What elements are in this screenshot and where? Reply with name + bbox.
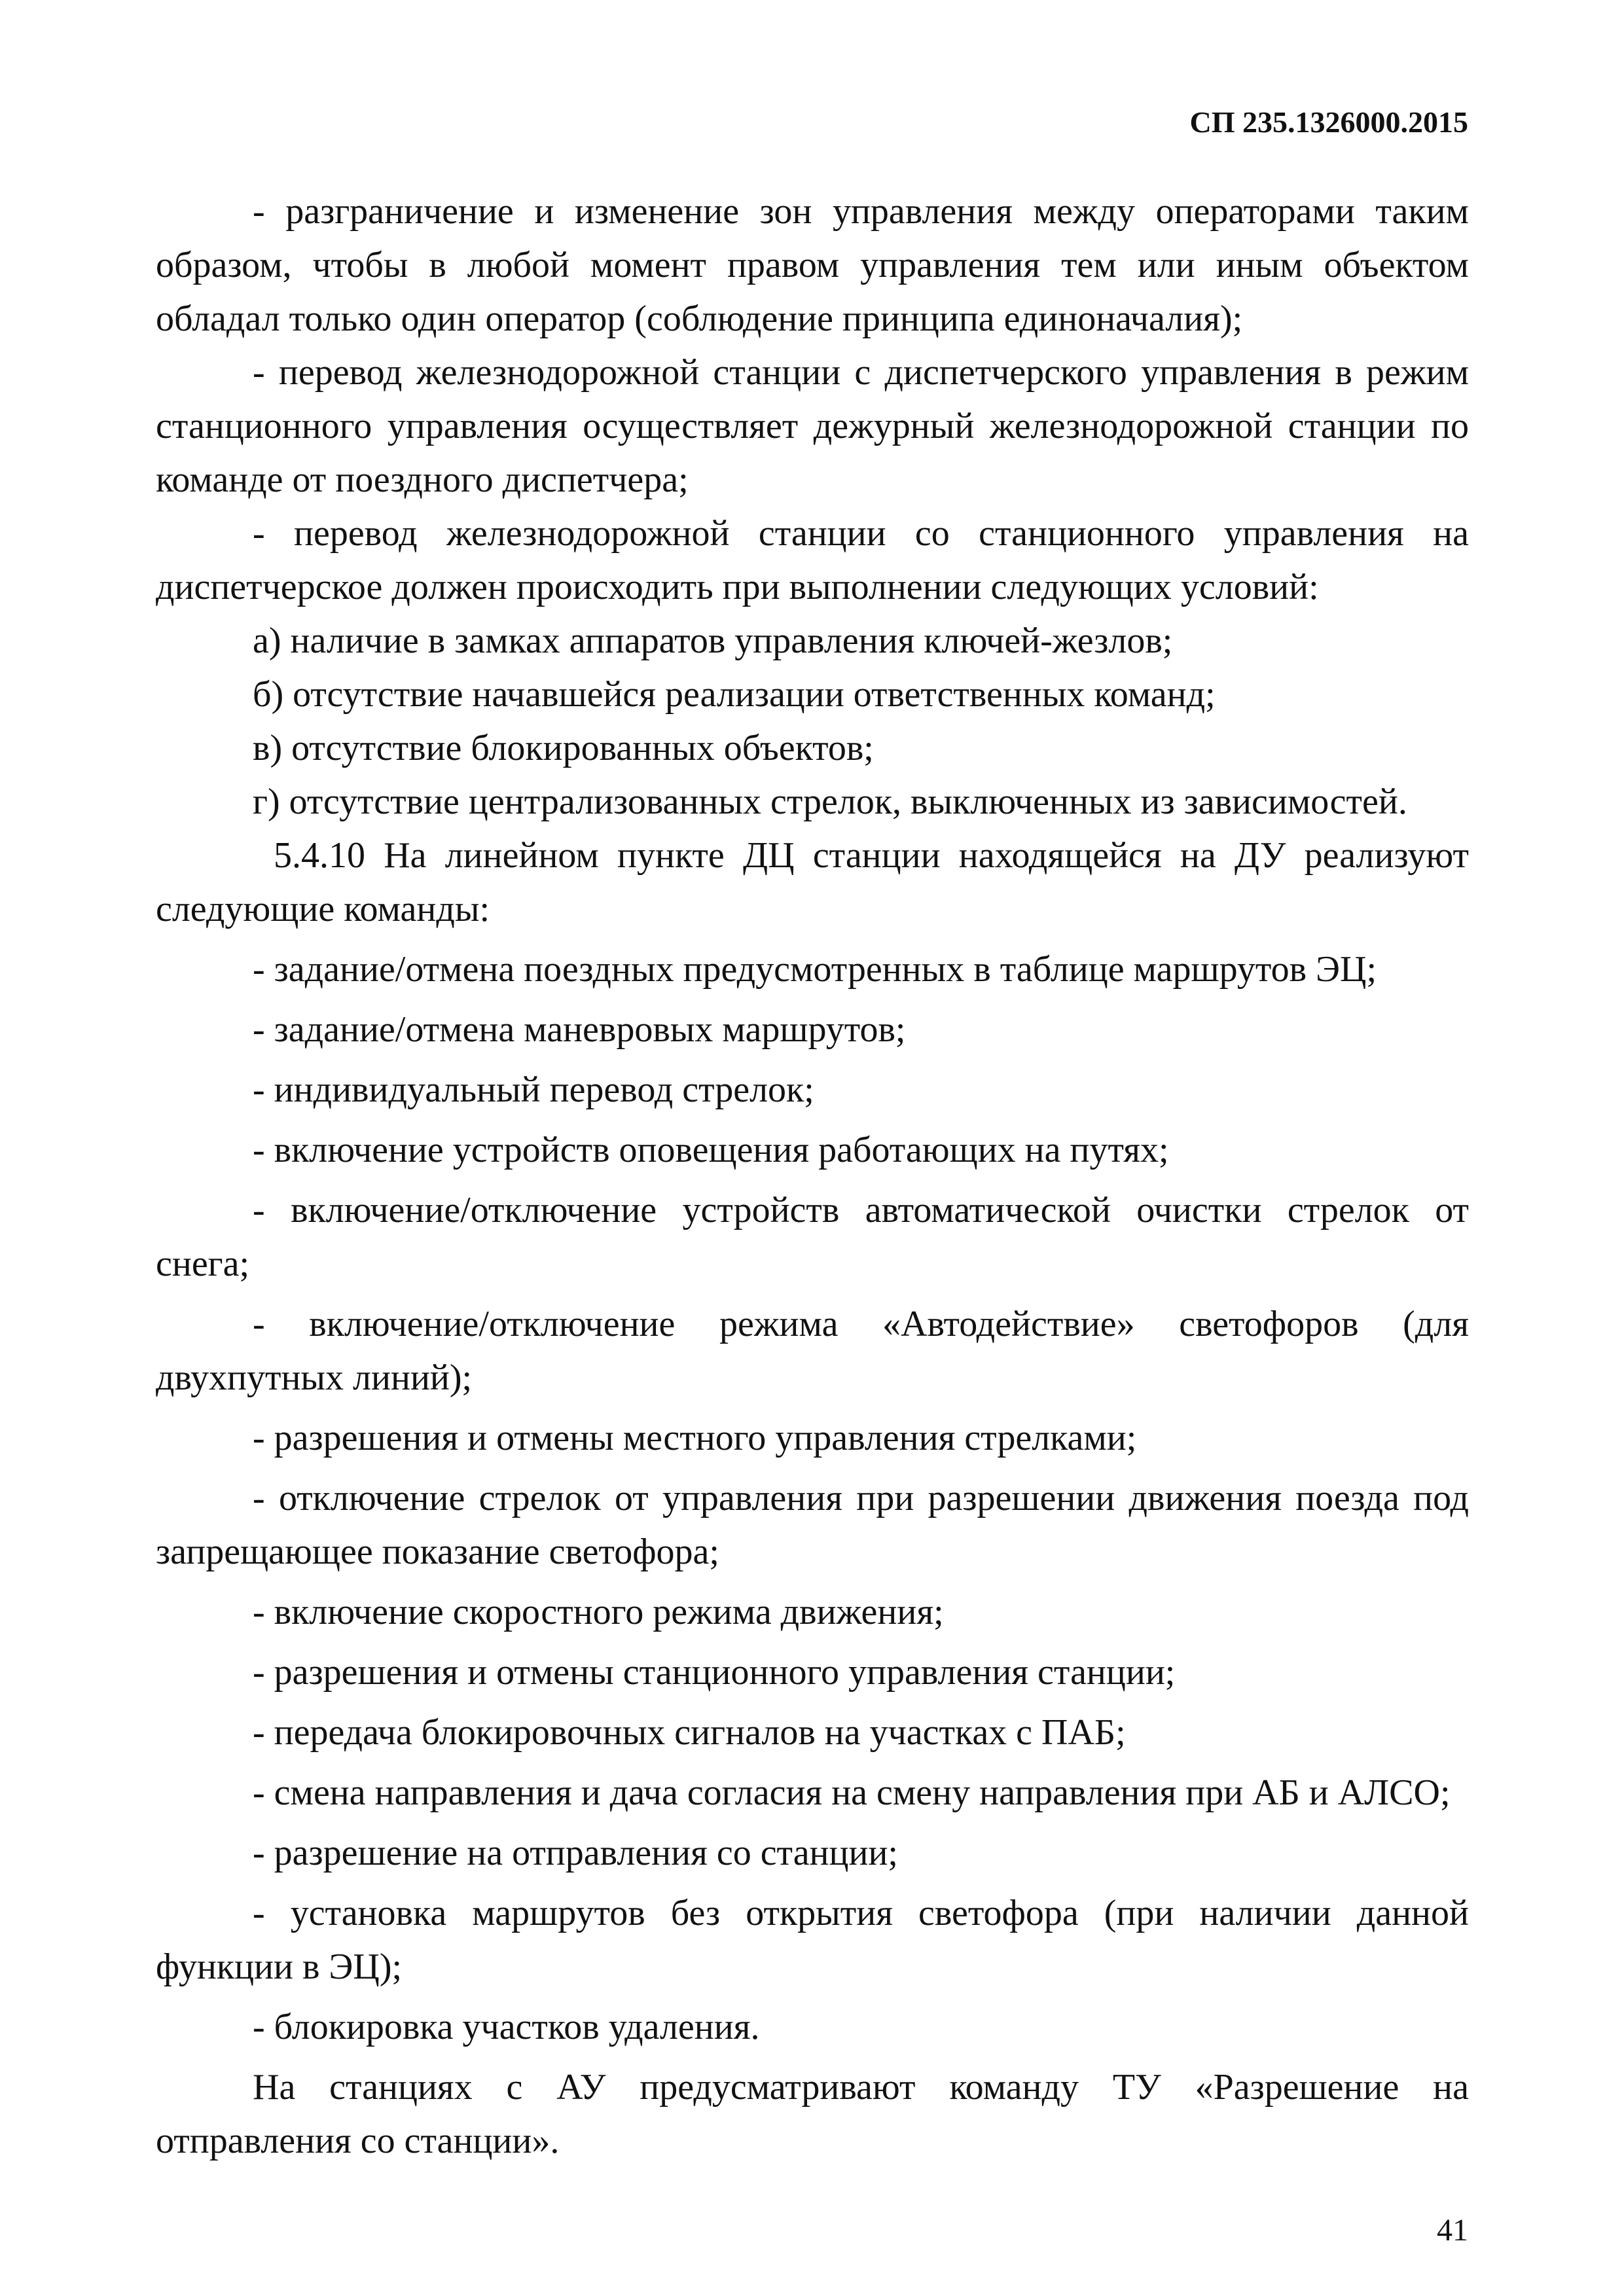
command-item: - разрешение на отправления со станции;: [253, 1833, 898, 1873]
command-item: - задание/отмена поездных предусмотренных в таблице маршрутов ЭЦ;: [253, 949, 1377, 990]
paragraph: - перевод железнодорожной станции с диспетчерского управления в режим станционного управления осуществляет дежурный железнодорожной станции по команде от поездного диспетчера;: [156, 352, 1469, 500]
command-item: - смена направления и дача согласия на смену направления при АБ и АЛСО;: [253, 1772, 1451, 1813]
command-item: - индивидуальный перевод стрелок;: [253, 1069, 814, 1110]
command-item: - блокировка участков удаления.: [253, 2007, 760, 2047]
command-item: - разрешения и отмены станционного управления станции;: [253, 1652, 1176, 1693]
condition-item: б) отсутствие начавшейся реализации ответственных команд;: [253, 674, 1216, 715]
command-item: - установка маршрутов без открытия светофора (при наличии данной функции в ЭЦ);: [156, 1893, 1469, 1987]
command-item: - передача блокировочных сигналов на участках с ПАБ;: [253, 1712, 1126, 1753]
paragraph: - разграничение и изменение зон управления между операторами таким образом, чтобы в любой момент правом управления тем или иным объектом обладал только один оператор (соблюдение принципа единоначалия);: [156, 191, 1469, 339]
paragraph: - перевод железнодорожной станции со станционного управления на диспетчерское должен происходить при выполнении следующих условий:: [156, 513, 1469, 607]
condition-item: в) отсутствие блокированных объектов;: [253, 728, 874, 768]
command-item: - включение скоростного режима движения;: [253, 1592, 944, 1632]
body-text: [156, 185, 1469, 2168]
condition-item: г) отсутствие централизованных стрелок, выключенных из зависимостей.: [253, 781, 1407, 822]
command-item: - включение устройств оповещения работающих на путях;: [253, 1130, 1169, 1170]
command-item: - включение/отключение режима «Автодействие» светофоров (для двухпутных линий);: [156, 1304, 1469, 1398]
closing-paragraph: На станциях с АУ предусматривают команду ТУ «Разрешение на отправления со станции».: [156, 2067, 1469, 2161]
page-number: 41: [1437, 2213, 1468, 2248]
document-code: СП 235.1326000.2015: [1189, 105, 1468, 139]
command-item: - включение/отключение устройств автоматической очистки стрелок от снега;: [156, 1190, 1469, 1284]
section-heading: 5.4.10 На линейном пункте ДЦ станции находящейся на ДУ реализуют следующие команды:: [156, 835, 1469, 929]
command-item: - разрешения и отмены местного управления стрелками;: [253, 1418, 1137, 1458]
condition-item: а) наличие в замках аппаратов управления ключей-жезлов;: [253, 620, 1173, 661]
command-item: - задание/отмена маневровых маршрутов;: [253, 1009, 906, 1050]
command-item: - отключение стрелок от управления при разрешении движения поезда под запрещающее показание светофора;: [156, 1478, 1469, 1572]
